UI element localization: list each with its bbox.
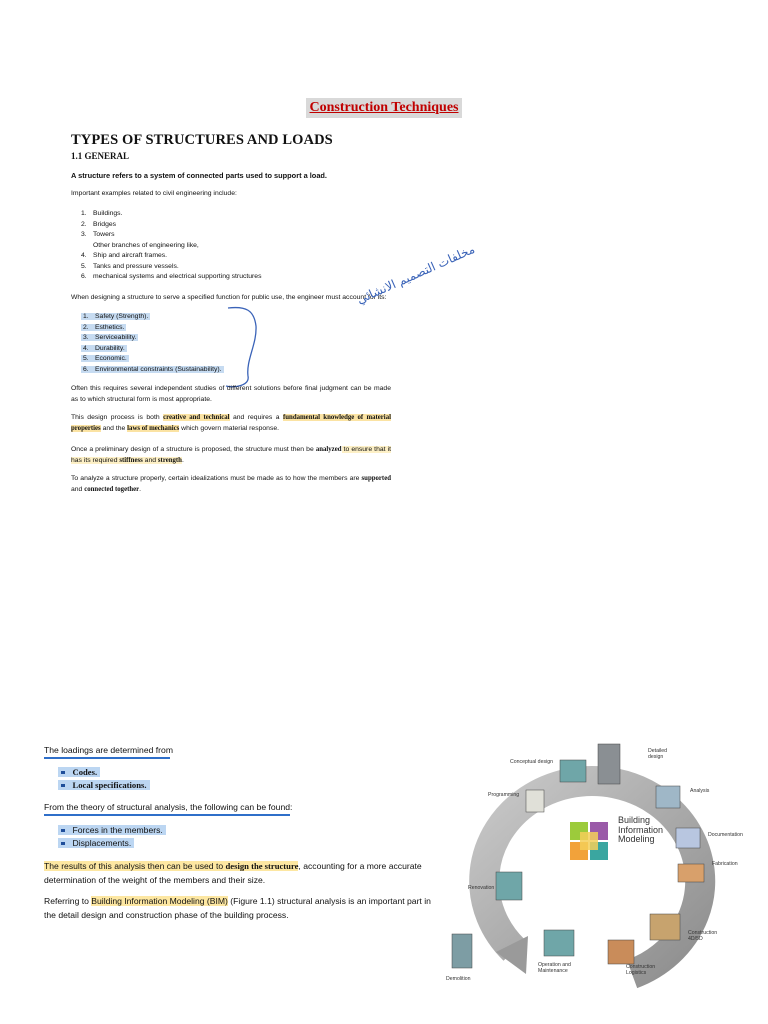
list-item: 2. Bridges: [81, 220, 117, 228]
bim-cubes-icon: [570, 822, 608, 860]
demolition-thumb: [452, 934, 472, 968]
theory-line: From the theory of structural analysis, the following can be found:: [44, 802, 293, 812]
heading-underline: [44, 757, 170, 759]
list-item: Forces in the members.: [58, 824, 166, 837]
bim-cycle-graphic: [432, 738, 768, 1024]
stage-demolition: Demolition: [446, 976, 471, 982]
paragraph-preliminary: Once a preliminary design of a structure is proposed, the structure must then be analyzed to ensure that it has its required stiffness and strength.: [71, 446, 391, 464]
logistics-thumb: [608, 940, 634, 964]
conceptual-design-thumb: [560, 760, 586, 782]
examples-intro: Important examples related to civil engineering include:: [71, 190, 237, 197]
document-title: Construction Techniques: [306, 98, 462, 118]
theory-underline: [44, 814, 290, 816]
operation-thumb: [544, 930, 574, 956]
documentation-thumb: [676, 828, 700, 848]
fabrication-thumb: [678, 864, 704, 882]
loadings-heading: The loadings are determined from: [44, 745, 173, 755]
list-item: 6. mechanical systems and electrical supporting structures: [81, 273, 262, 280]
paragraph-results: The results of this analysis then can be used to design the structure, accounting for a more accurate determination of the weight of the members and their size.: [44, 861, 422, 885]
bullet-icon: [61, 784, 65, 788]
list-item: 3. Serviceability.: [83, 334, 137, 341]
theory-list: [58, 824, 166, 850]
list-item: 1. Safety (Strength).: [83, 313, 149, 320]
bullet-icon: [61, 771, 65, 775]
design-intro: When designing a structure to serve a specified function for public use, the engineer must account for its:: [71, 294, 387, 301]
list-item: 4. Durability.: [83, 344, 125, 352]
paragraph-studies: Often this requires several independent studies of different solutions before final judgment can be made as to which structural form is most appropriate.: [71, 385, 391, 403]
list-item: 1. Buildings.: [81, 210, 123, 217]
stage-construction: Construction 4D/5D: [688, 930, 718, 942]
stage-conceptual-design: Conceptual design: [510, 759, 553, 765]
renovation-thumb: [496, 872, 522, 900]
detailed-design-thumb: [598, 744, 620, 784]
construction-thumb: [650, 914, 680, 940]
section-heading: TYPES OF STRUCTURES AND LOADS: [71, 132, 333, 148]
analysis-thumb: [656, 786, 680, 808]
list-item: 2. Esthetics.: [83, 323, 125, 331]
handwritten-note: مخلفات التصميم الانشائي: [354, 241, 477, 307]
bullet-icon: [61, 829, 65, 833]
stage-logistics: Construction Logistics: [626, 964, 656, 976]
list-item: 6. Environmental constraints (Sustainability).: [83, 365, 222, 373]
list-item: 5. Economic.: [83, 355, 127, 362]
stage-analysis: Analysis: [690, 788, 710, 794]
list-item: 4. Ship and aircraft frames.: [81, 252, 168, 259]
paragraph-design-process: This design process is both creative and technical and requires a fundamental knowledge of material properties and the laws of mechanics which govern material response.: [71, 414, 391, 432]
list-item: 3. Towers: [81, 231, 115, 238]
stage-operation-maintenance: Operation and Maintenance: [538, 962, 571, 974]
list-item: 5. Tanks and pressure vessels.: [81, 262, 179, 270]
stage-fabrication: Fabrication: [712, 861, 738, 867]
structure-definition: A structure refers to a system of connected parts used to support a load.: [71, 171, 327, 180]
programming-thumb: [526, 790, 544, 812]
stage-renovation: Renovation: [468, 885, 495, 891]
bullet-icon: [61, 842, 65, 846]
list-item: Local specifications.: [58, 779, 150, 792]
paragraph-idealizations: To analyze a structure properly, certain idealizations must be made as to how the members are supported and connected together.: [71, 475, 391, 493]
loadings-list: [58, 766, 150, 792]
paragraph-bim: Referring to Building Information Modeling (BIM) (Figure 1.1) structural analysis is an important part in the detail design and construction phase of the building process.: [44, 896, 431, 920]
stage-documentation: Documentation: [708, 832, 743, 838]
bim-center-label: Building Information Modeling: [618, 815, 664, 844]
list-item: Codes.: [58, 766, 150, 779]
design-factors-list: [81, 312, 224, 375]
stage-detailed-design: Detailed design: [648, 748, 668, 760]
bim-diagram: [432, 738, 768, 1024]
stage-programming: Programming: [488, 792, 520, 798]
examples-list: [81, 209, 262, 283]
list-item: Displacements.: [58, 837, 166, 850]
subsection-heading: 1.1 GENERAL: [71, 151, 130, 161]
list-note: Other branches of engineering like,: [93, 241, 199, 249]
